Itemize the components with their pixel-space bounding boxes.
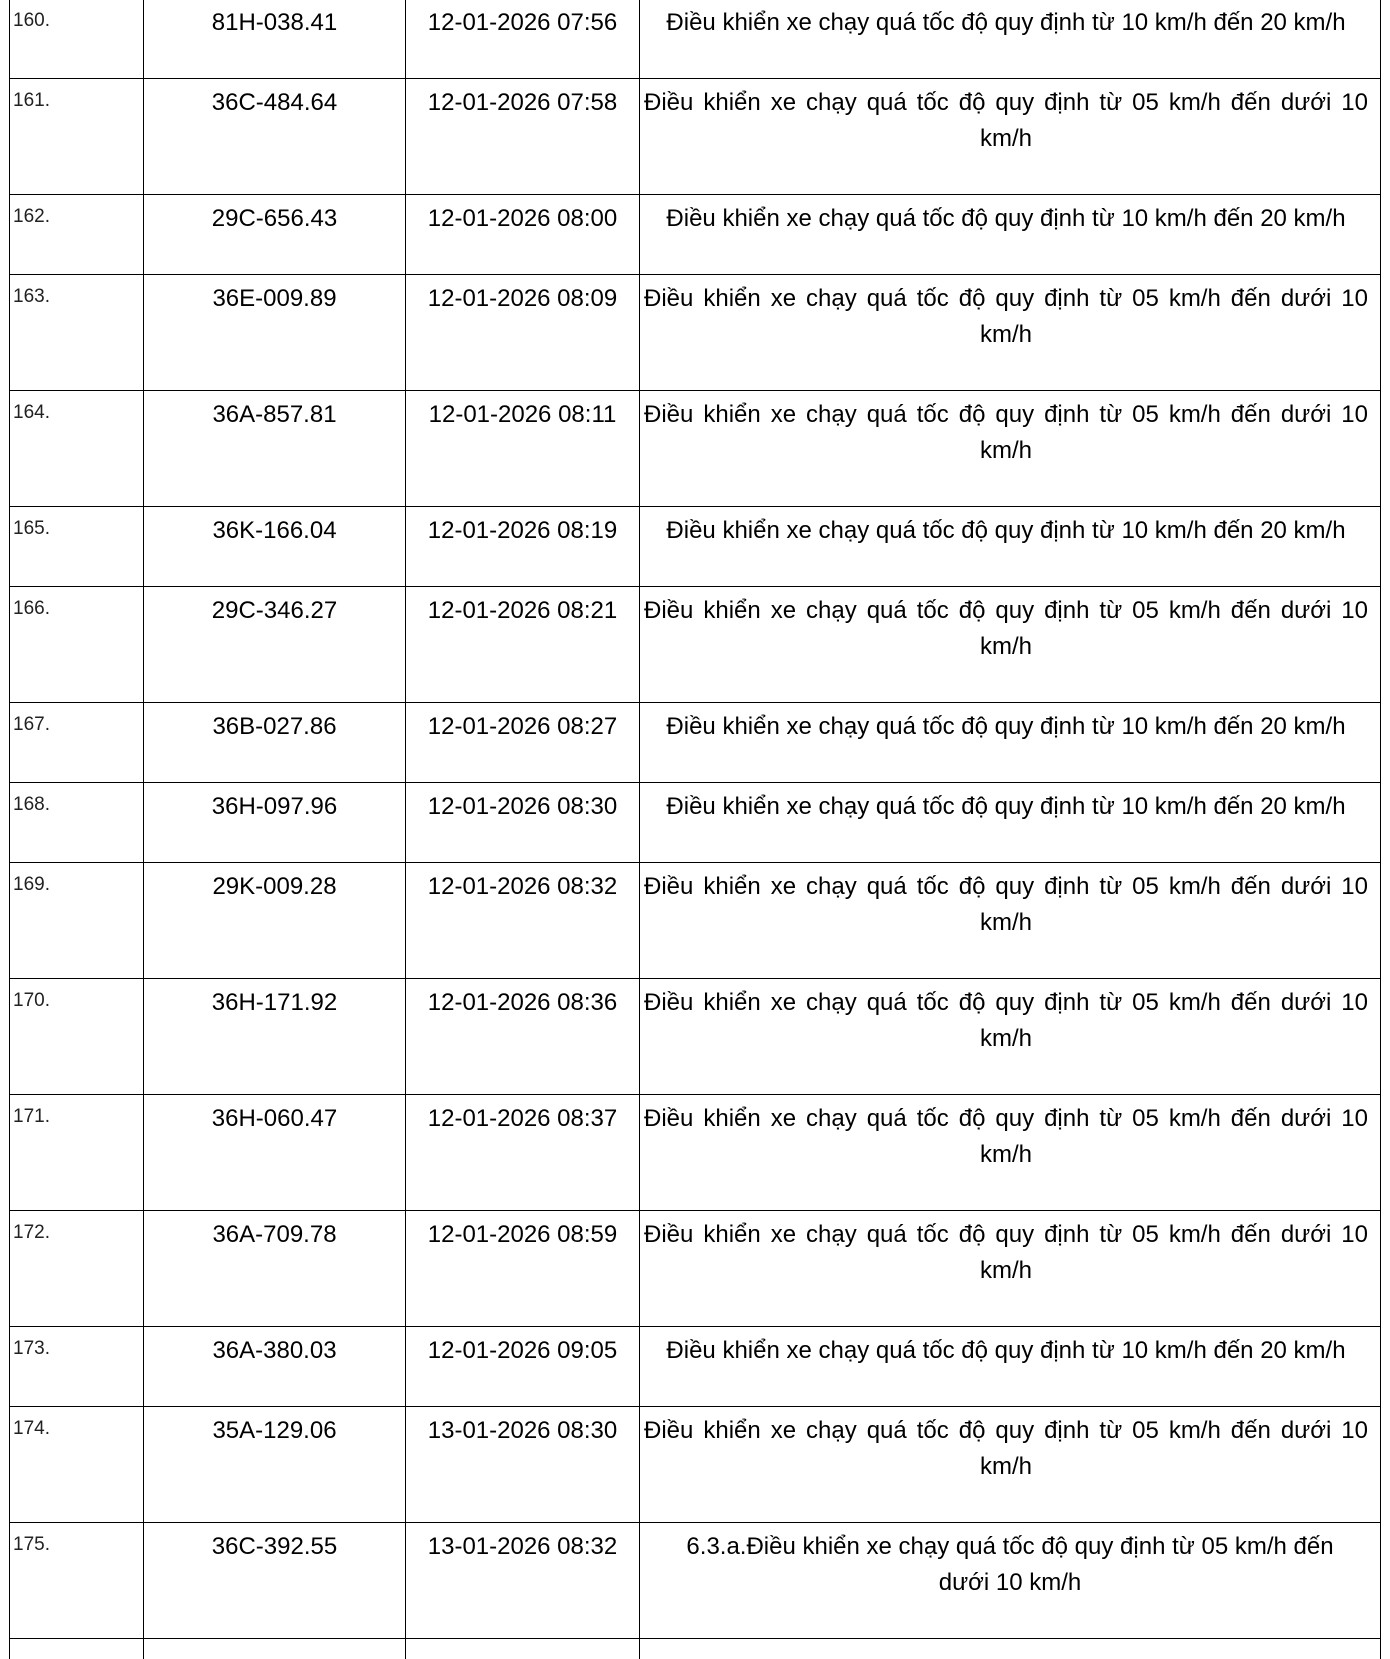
row-number: 175. [10,1523,144,1639]
table-row [10,0,1381,79]
violation-time: 12-01-2026 09:05 [406,1327,640,1407]
violation-time: 12-01-2026 07:56 [406,0,640,79]
license-plate: 36A-709.78 [144,1211,406,1327]
table-row [10,391,1381,507]
license-plate: 29K-009.28 [144,863,406,979]
license-plate: 36H-097.96 [144,783,406,863]
violation-description: Điều khiển xe chạy quá tốc độ quy định từ 05 km/h đến dưới 10 km/h [640,1211,1381,1327]
empty-cell [10,1639,144,1659]
table-row [10,507,1381,587]
violation-time: 12-01-2026 08:11 [406,391,640,507]
table-row [10,783,1381,863]
row-number: 167. [10,703,144,783]
table-row [10,275,1381,391]
license-plate: 36H-060.47 [144,1095,406,1211]
violation-time: 12-01-2026 08:36 [406,979,640,1095]
table-row [10,1327,1381,1407]
violation-description: Điều khiển xe chạy quá tốc độ quy định từ 10 km/h đến 20 km/h [640,195,1381,275]
row-number: 165. [10,507,144,587]
empty-cell [640,1639,1381,1659]
violations-table [9,0,1381,1659]
row-number: 163. [10,275,144,391]
table-row [10,79,1381,195]
violation-time: 12-01-2026 08:00 [406,195,640,275]
license-plate: 36H-171.92 [144,979,406,1095]
table-row [10,587,1381,703]
violation-description: Điều khiển xe chạy quá tốc độ quy định từ 10 km/h đến 20 km/h [640,1327,1381,1407]
license-plate: 36A-380.03 [144,1327,406,1407]
violation-description: Điều khiển xe chạy quá tốc độ quy định từ 05 km/h đến dưới 10 km/h [640,391,1381,507]
violation-time: 12-01-2026 08:19 [406,507,640,587]
violation-time: 12-01-2026 08:30 [406,783,640,863]
violation-time: 12-01-2026 07:58 [406,79,640,195]
table-row [10,1095,1381,1211]
empty-cell [406,1639,640,1659]
license-plate: 36B-027.86 [144,703,406,783]
violation-description: Điều khiển xe chạy quá tốc độ quy định từ 05 km/h đến dưới 10 km/h [640,1095,1381,1211]
row-number: 168. [10,783,144,863]
violation-description: Điều khiển xe chạy quá tốc độ quy định từ 05 km/h đến dưới 10 km/h [640,979,1381,1095]
license-plate: 36A-857.81 [144,391,406,507]
table-row [10,195,1381,275]
table-row [10,1407,1381,1523]
violation-description: Điều khiển xe chạy quá tốc độ quy định từ 10 km/h đến 20 km/h [640,0,1381,79]
violation-description: Điều khiển xe chạy quá tốc độ quy định từ 05 km/h đến dưới 10 km/h [640,275,1381,391]
row-number: 161. [10,79,144,195]
table-row [10,1523,1381,1639]
violation-description: Điều khiển xe chạy quá tốc độ quy định từ 10 km/h đến 20 km/h [640,703,1381,783]
license-plate: 36E-009.89 [144,275,406,391]
violation-description: Điều khiển xe chạy quá tốc độ quy định từ 05 km/h đến dưới 10 km/h [640,587,1381,703]
license-plate: 29C-656.43 [144,195,406,275]
row-number: 169. [10,863,144,979]
row-number: 162. [10,195,144,275]
license-plate: 36K-166.04 [144,507,406,587]
violation-time: 12-01-2026 08:37 [406,1095,640,1211]
license-plate: 36C-484.64 [144,79,406,195]
row-number: 174. [10,1407,144,1523]
violation-description: Điều khiển xe chạy quá tốc độ quy định từ 05 km/h đến dưới 10 km/h [640,863,1381,979]
violation-time: 12-01-2026 08:21 [406,587,640,703]
license-plate: 81H-038.41 [144,0,406,79]
row-number: 173. [10,1327,144,1407]
violation-description: Điều khiển xe chạy quá tốc độ quy định từ 05 km/h đến dưới 10 km/h [640,1407,1381,1523]
table-row [10,979,1381,1095]
table-row [10,863,1381,979]
empty-cell [144,1639,406,1659]
violation-time: 13-01-2026 08:32 [406,1523,640,1639]
row-number: 164. [10,391,144,507]
row-number: 170. [10,979,144,1095]
violation-time: 13-01-2026 08:30 [406,1407,640,1523]
violation-time: 12-01-2026 08:27 [406,703,640,783]
license-plate: 29C-346.27 [144,587,406,703]
violation-time: 12-01-2026 08:09 [406,275,640,391]
table-row [10,1211,1381,1327]
license-plate: 35A-129.06 [144,1407,406,1523]
table-row [10,703,1381,783]
violation-description: Điều khiển xe chạy quá tốc độ quy định từ 10 km/h đến 20 km/h [640,783,1381,863]
row-number: 171. [10,1095,144,1211]
violation-time: 12-01-2026 08:32 [406,863,640,979]
violation-description: Điều khiển xe chạy quá tốc độ quy định từ 05 km/h đến dưới 10 km/h [640,79,1381,195]
row-number: 166. [10,587,144,703]
violation-description: 6.3.a.Điều khiển xe chạy quá tốc độ quy định từ 05 km/h đến dưới 10 km/h [640,1523,1381,1639]
violation-time: 12-01-2026 08:59 [406,1211,640,1327]
violation-description: Điều khiển xe chạy quá tốc độ quy định từ 10 km/h đến 20 km/h [640,507,1381,587]
row-number: 172. [10,1211,144,1327]
license-plate: 36C-392.55 [144,1523,406,1639]
table-row-partial [10,1639,1381,1659]
row-number: 160. [10,0,144,79]
